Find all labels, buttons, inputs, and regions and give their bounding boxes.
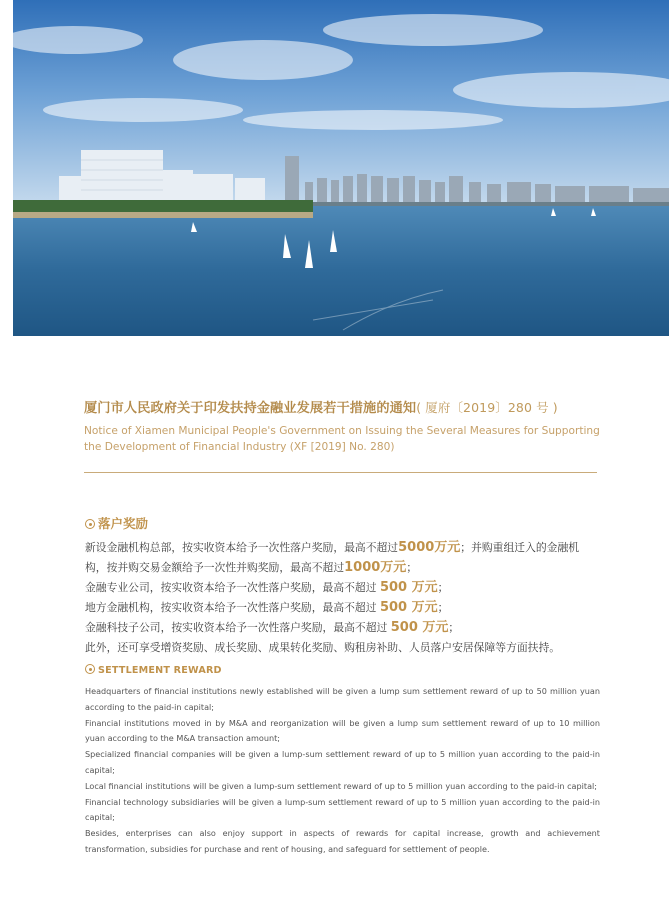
- section-heading-en: [85, 664, 222, 676]
- zh-line-amount: 500 万元: [390, 620, 449, 635]
- zh-line-text: 地方金融机构，按实收资本给予一次性落户奖励，最高不超过: [85, 601, 380, 614]
- zh-line-tail: ；: [437, 601, 449, 614]
- notice-title-zh-text: 厦门市人民政府关于印发扶持金融业发展若干措施的通知: [84, 401, 417, 416]
- en-paragraph: Specialized financial companies will be given a lump-sum settlement reward of up to 5 million yuan according to the paid-in capital;: [85, 749, 600, 775]
- zh-line-tail: ；并购重组迁入的金融机: [460, 541, 580, 554]
- hero-photo: [13, 0, 669, 336]
- zh-line: [85, 578, 605, 598]
- zh-line-text: 新设金融机构总部，按实收资本给予一次性落户奖励，最高不超过: [85, 541, 399, 554]
- notice-reference-number: ( 厦府〔2019〕280 号 ): [416, 400, 558, 415]
- title-divider: [84, 472, 597, 473]
- section-heading-en-text: SETTLEMENT REWARD: [98, 665, 222, 676]
- zh-line-tail: ；: [448, 621, 460, 634]
- notice-title-en: [84, 423, 604, 455]
- en-paragraph: Financial technology subsidiaries will be given a lump-sum settlement reward of up to 5 million yuan according to the paid-in capital;: [85, 796, 600, 823]
- zh-line-text: 金融科技子公司，按实收资本给予一次性落户奖励，最高不超过: [85, 621, 391, 634]
- zh-line: [85, 638, 605, 658]
- en-paragraph: Besides, enterprises can also enjoy support in aspects of rewards for capital increase, growth and achievement transformation, subsidies for purchase and rent of housing, and safeguard for settlement of people.: [85, 828, 600, 854]
- zh-line-amount: 500 万元: [379, 580, 438, 595]
- section-heading-zh-text: 落户奖励: [98, 516, 149, 531]
- notice-title-en-line2: the Development of Financial Industry (XF [2019] No. 280): [84, 441, 395, 453]
- zh-line-text: 构，按并购交易金额给予一次性并购奖励，最高不超过: [85, 561, 345, 574]
- zh-line-amount: 5000万元: [398, 540, 461, 555]
- en-paragraph: Headquarters of financial institutions newly established will be given a lump sum settlement reward of up to 50 million yuan according to the paid-in capital;: [85, 686, 600, 712]
- waterfront-skyline-illustration: [13, 0, 669, 336]
- circle-bullet-icon: [85, 519, 95, 529]
- section-body-en: [85, 684, 600, 858]
- zh-line: [85, 558, 605, 578]
- zh-line-text: 金融专业公司，按实收资本给予一次性落户奖励，最高不超过: [85, 581, 380, 594]
- zh-line: [85, 618, 605, 638]
- notice-title-en-line1: Notice of Xiamen Municipal People's Government on Issuing the Several Measures for Supporting: [84, 425, 600, 437]
- en-paragraph: Financial institutions moved in by M&A and reorganization will be given a lump sum settlement reward of up to 10 million yuan according to the M&A transaction amount;: [85, 717, 600, 744]
- zh-line: [85, 598, 605, 618]
- notice-title-zh: [84, 397, 624, 416]
- zh-line-tail: ；: [406, 561, 418, 574]
- zh-line-text: 此外，还可享受增资奖励、成长奖励、成果转化奖励、购租房补助、人员落户安居保障等方面扶持。: [85, 641, 561, 654]
- zh-line-amount: 500 万元: [379, 600, 438, 615]
- zh-line-tail: ；: [437, 581, 449, 594]
- section-body-zh: [85, 538, 605, 658]
- en-paragraph: Local financial institutions will be given a lump-sum settlement reward of up to 5 million yuan according to the paid-in capital;: [85, 780, 598, 791]
- circle-bullet-icon: [85, 664, 95, 674]
- section-heading-zh: [85, 514, 148, 532]
- zh-line-amount: 1000万元: [344, 560, 407, 575]
- zh-line: [85, 538, 605, 558]
